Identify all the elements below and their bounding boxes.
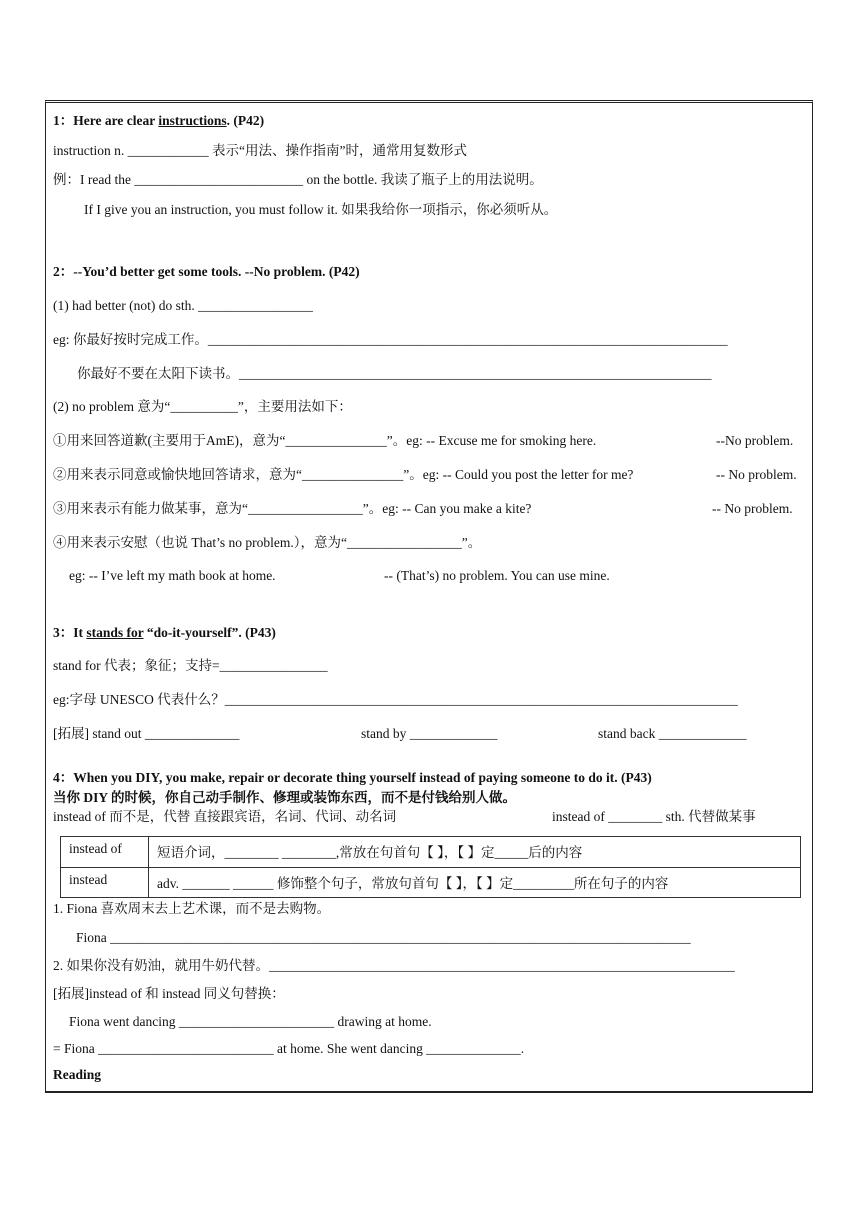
item4-question1-answer: Fiona ______________________________________________________________________________________	[76, 930, 691, 945]
item3-line2: eg:字母 UNESCO 代表什么？____________________________________________________________________________	[53, 692, 738, 707]
item1-heading: 1：Here are clear instructions. (P42)	[53, 113, 265, 128]
item2-use2: ②用来表示同意或愉快地回答请求，意为“_______________”。eg: -- Could you post the letter for me?	[53, 467, 634, 482]
item4-extension-line2: = Fiona __________________________ at home. She went dancing ______________.	[53, 1041, 525, 1056]
item4-line1-left: instead of 而不是，代替 直接跟宾语，名词、代词、动名词	[53, 809, 397, 824]
usage-table	[60, 836, 801, 898]
item1-line1: instruction n. ____________ 表示“用法、操作指南”时，通常用复数形式	[53, 143, 467, 158]
item3-extension-a: [拓展] stand out ______________	[53, 726, 240, 741]
item2-example-answer: -- (That’s) no problem. You can use mine.	[384, 568, 610, 583]
item3-heading: 3：It stands for “do-it-yourself”. (P43)	[53, 625, 276, 640]
item1-line2: 例：I read the _________________________ on the bottle. 我读了瓶子上的用法说明。	[53, 172, 543, 187]
item4-line1-right: instead of ________ sth. 代替做某事	[552, 809, 756, 824]
item2-line2: eg: 你最好按时完成工作。_____________________________________________________________________________	[53, 332, 728, 347]
table-cell-desc: adv. _______ ______ 修饰整个句子，常放句首句【 】，【 】定_________所在句子的内容	[157, 876, 669, 891]
item3-extension-c: stand back _____________	[598, 726, 747, 741]
item2-use2-reply: -- No problem.	[716, 467, 797, 482]
item2-use4: ④用来表示安慰（也说 That’s no problem.），意为“_________________”。	[53, 535, 482, 550]
section-reading: Reading	[53, 1067, 102, 1082]
item2-heading: 2：--You’d better get some tools. --No problem. (P42)	[53, 264, 360, 279]
item4-question2: 2. 如果你没有奶油，就用牛奶代替。_____________________________________________________________________	[53, 958, 735, 973]
table-cell-term: instead of	[61, 837, 149, 867]
item2-use3: ③用来表示有能力做某事，意为“_________________”。eg: -- Can you make a kite?	[53, 501, 532, 516]
item2-line1: (1) had better (not) do sth. _________________	[53, 298, 313, 313]
table-cell-desc: 短语介词，________ ________,常放在句首句【 】，【 】定_____后的内容	[157, 845, 583, 860]
item3-heading-keyword: stands for	[86, 625, 144, 640]
item2-use3-reply: -- No problem.	[712, 501, 793, 516]
item1-line3: If I give you an instruction, you must follow it. 如果我给你一项指示，你必须听从。	[84, 202, 558, 217]
item4-heading-en: 4：When you DIY, you make, repair or decorate thing yourself instead of paying someone to do it. (P43)	[53, 770, 652, 785]
item4-extension-line1: Fiona went dancing _______________________ drawing at home.	[69, 1014, 432, 1029]
table-row	[61, 837, 800, 868]
item3-extension-b: stand by _____________	[361, 726, 498, 741]
item2-use1-reply: --No problem.	[716, 433, 794, 448]
item4-question1: 1. Fiona 喜欢周末去上艺术课，而不是去购物。	[53, 901, 331, 916]
table-row	[61, 868, 800, 898]
item1-heading-keyword: instructions	[158, 113, 227, 128]
item2-line4: (2) no problem 意为“__________”，主要用法如下：	[53, 399, 352, 414]
table-cell-term: instead	[61, 868, 149, 898]
item4-heading-cn: 当你 DIY 的时候，你自己动手制作、修理或装饰东西，而不是付钱给别人做。	[53, 790, 517, 805]
item2-use1: ①用来回答道歉(主要用于AmE)，意为“_______________”。eg: -- Excuse me for smoking here.	[53, 433, 597, 448]
item3-line1: stand for 代表；象征；支持=________________	[53, 658, 328, 673]
item2-line3: 你最好不要在太阳下读书。______________________________________________________________________	[77, 366, 712, 381]
item2-example-question: eg: -- I’ve left my math book at home.	[69, 568, 276, 583]
item4-extension-title: [拓展]instead of 和 instead 同义句替换：	[53, 986, 285, 1001]
